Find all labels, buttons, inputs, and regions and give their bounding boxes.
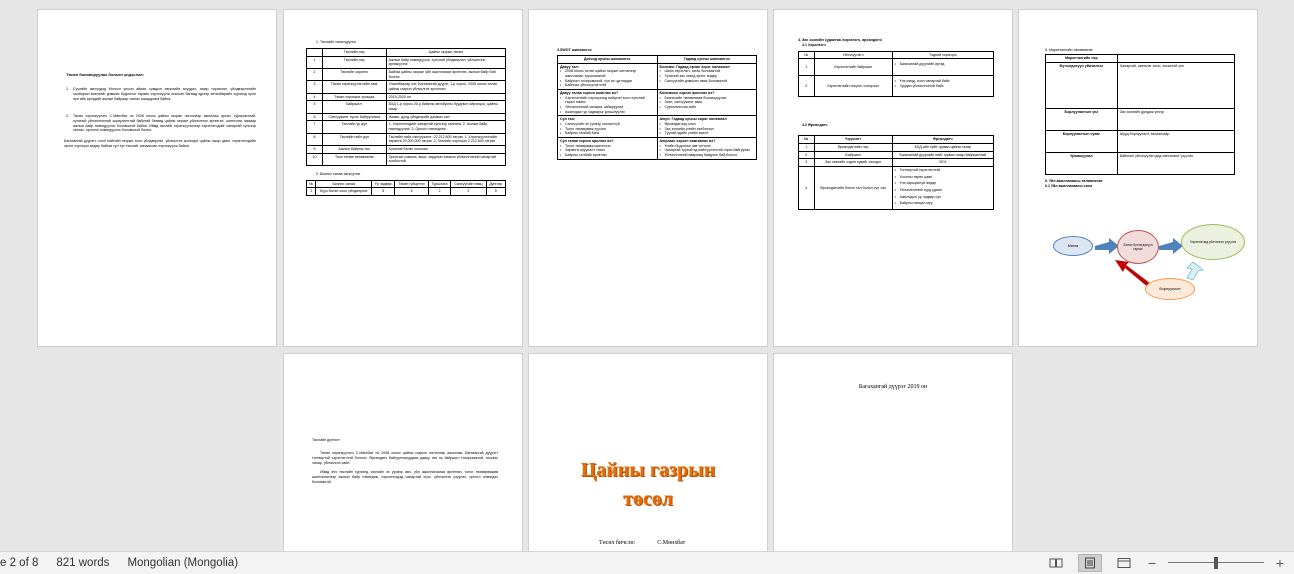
author-label: Төсөл бичсэн: (599, 540, 636, 546)
place-year: Багахангай дүүрэг 2019 он (858, 384, 928, 390)
customer-node: Хэрэглэгчид үйлчилгээ үзүүлэх (1181, 224, 1245, 260)
row-number: 2 (307, 68, 323, 80)
table-row (1046, 108, 1235, 130)
table-cell: 5 (372, 188, 395, 196)
list-item: • Үнэ хямд, хоол чанартай байх (895, 79, 991, 84)
author-name: С.Мөнхбат (657, 540, 686, 546)
table-cell: Бүуз бэлэн хоол үйлдвэрлэх (316, 188, 372, 196)
row-value (892, 59, 993, 76)
list-number: 2. (66, 113, 69, 118)
language-indicator[interactable]: Mongolian (Mongolia) (127, 557, 239, 569)
table-row (307, 133, 506, 145)
list-item: • Өрсөлдөгчид олон (660, 122, 755, 127)
column-header: Төсөл гүйцэтгэх (395, 180, 429, 188)
row-value: 20% (892, 159, 993, 167)
money-node: Мөнгө (1053, 236, 1093, 256)
list-item: • Байрны нөхцөл муу (895, 201, 991, 206)
bullet-list (560, 144, 655, 158)
row-value: 1. Хэрэглэгчдийг чанартай хүнсээр хангана. 2. Ажлын байр нэмэгдүүлнэ. 3. Орлого нэмэгдэнэ. (386, 121, 505, 133)
web-layout-button[interactable] (1112, 554, 1136, 572)
row-label: Ажлын байрны тоо (322, 145, 386, 153)
operations-title: 6. Үйл ажиллагааны төлөвлөгөө (1045, 178, 1103, 183)
read-mode-button[interactable] (1044, 554, 1068, 572)
list-item: • Үйлчилгээний өвөрмөц байдлыг бий болгох (660, 153, 755, 158)
page1-footer: Багахангай дүүрэгт олон нийтийн газрын хоол үйлдвэрлэл, үйлчилгээ эрхэлдэг цайны газар цөөн, хэрэглэгчдийн эрэлт хэрэгцээ өндөр байгаа тул тус төслийг санаачлан хэрэгжүүлж байна. (64, 139, 256, 149)
zoom-out-button[interactable]: − (1147, 555, 1157, 571)
column-header: Бизнес санаа (316, 180, 372, 188)
word-count[interactable]: 821 words (56, 557, 110, 569)
table-row (307, 113, 506, 121)
bullet-list (660, 122, 755, 136)
row-value: Шууд борлуулалт, захиалгаар (1117, 130, 1234, 152)
row-value: Улаанбаатар хот, Багахангай дүүрэг, 1-р хороо. 2008 оноос эхлэн цайны газрын үйлчилгээ эрхэлсэн. (386, 81, 505, 93)
row-number: 7 (307, 121, 323, 133)
list-item: • Хоолны төрөл цөөн (895, 175, 991, 180)
row-label: Төслийн нийт дүн (322, 133, 386, 145)
column-header: Үр чадвар (372, 180, 395, 188)
table-row (307, 93, 506, 101)
zoom-in-button[interactable]: + (1275, 555, 1285, 571)
marketing-title: 5. Маркетингийн төлөвлөгөө (1045, 48, 1093, 52)
column-header: Туршлага (428, 180, 450, 188)
list-item: • Зээл, санхүүжилт авах (660, 100, 755, 105)
business-idea-table (306, 180, 506, 196)
production-node: Бэлэн бүтээгдэхүүн гаргах (1117, 230, 1159, 264)
table-cell: 5 (395, 188, 429, 196)
subsection-title: 6.1 Үйл ажиллагааны схем (1045, 183, 1093, 188)
marketing-table (1045, 54, 1235, 175)
row-value (1117, 54, 1234, 62)
table-row (1046, 152, 1235, 174)
bullet-list (895, 168, 991, 206)
page-8[interactable] (774, 354, 1012, 551)
list-item: • Хүнсний зах зээлд эрэлт өндөр (660, 74, 755, 79)
list-item: • Зах зээлийн үнийн хэлбэлзэл (660, 127, 755, 132)
row-label: Өрсөлдөгчийн бэлэн тал болон сул тал (814, 166, 892, 209)
list-item: • Үйлчилгээний хурд удаан (895, 188, 991, 193)
list-item: • Ажилчдын ур чадвар сул (895, 195, 991, 200)
row-label: Өрсөлдөгчийн нэр (814, 143, 892, 151)
operations-cycle-diagram (1053, 224, 1253, 304)
page1-item-2: Төсөл хэрэгжүүлэгч С.Мөнхбат нь 2008 оноос цайны газрын чиглэлээр ажиллаж ирсэн, туршлагатай, хүнсний үйлчилгээний зориулалттай байртай бөгөөд цайны газрын үйлчилгээг өргөтгөх, шинэчлэх замаар ажлын байр нэмэгдүүлэх боломжтой байна. Иймд төслийг хэрэгжүүлснээр хэрэглэгчдийг чанартай хүнсээр хангах, орлогоо нэмэгдүүлэх боломжтой болно. (73, 113, 256, 133)
cover-title (529, 456, 767, 514)
page-5[interactable] (1019, 10, 1257, 346)
table-row (307, 153, 506, 165)
row-number: 2 (799, 151, 815, 159)
row-label: Урамшуулал (1046, 152, 1118, 174)
table-row (307, 101, 506, 113)
row-label: Төслийн нэр (322, 56, 386, 68)
list-item: • Хөрөнгө оруулалт татах (560, 148, 655, 153)
bullet-list (895, 62, 991, 67)
row-value: БХД-ийн нийт гурван цайны газар (892, 143, 993, 151)
row-value: Зах зээлийн дундаж үнээр (1117, 108, 1234, 130)
row-value: Жижиг, дунд үйлдвэрийг дэмжих сан (386, 113, 505, 121)
list-item: • Тоног төхөөрөмж шинэчлэх (560, 144, 655, 149)
list-item: • Санхүүгийн дэмжлэг авах боломжтой (660, 79, 755, 84)
cell-title: Давуу тал: (560, 64, 579, 69)
row-number: 5 (307, 101, 323, 113)
row-number: 4 (307, 93, 323, 101)
table-row (799, 159, 994, 167)
column-header: Тэдний хэрэгцээ (892, 51, 993, 59)
page1-item-1: Сүүлийн жилүүдэд Монгол улсын аймаг, сумдын хөгжлийн асуудал, газар тариалан, үйлдвэрлэлийн салбарын өсөлтийг дэмжих бодлогыг төрөөс хэрэгжүүлж эхэлсэн бөгөөд эдгээр хөтөлбөрийн хүрээнд орон нутгийн иргэдийг ажлын байраар хангах шаардлага байна. (73, 87, 256, 102)
list-item: • Хурдан үйлчилгээтэй байх (895, 84, 991, 89)
table-cell: 2 (451, 188, 486, 196)
list-item: • Сурталчилгаа хийх (660, 105, 755, 110)
list-item: • Шинэ хэрэглэгч татах боломжтой (660, 69, 755, 74)
table-row (307, 145, 506, 153)
section-title: 2. Бизнес санаа хөгжүүлэх (316, 171, 361, 176)
row-label: Тоон төлөв төлөвлөгөө (322, 153, 386, 165)
column-header: Гадаад орчны шинжилгээ (657, 55, 757, 63)
row-label: Байршил: (322, 101, 386, 113)
swot-table (557, 55, 757, 160)
row-label: Хэрэглэгчийн байршил (814, 59, 892, 76)
list-item: • Тоног төхөөрөмж хуучин (560, 127, 655, 132)
row-value: 2019-2020 он (386, 93, 505, 101)
column-header: Цайны газрын төсөл (386, 48, 505, 56)
row-label: Төслийн үр дүн (322, 121, 386, 133)
row-label: Төсөл хэрэгжих хугацаа (322, 93, 386, 101)
cover-title-line-1: Цайны газрын (580, 459, 716, 481)
list-item: • Байрлал тохиромжтой, хүн их цуглардаг (560, 79, 655, 84)
row-label: Борлуулалтын суваг (1046, 130, 1118, 152)
bullet-list (560, 96, 655, 115)
cover-title-line-2: төсөл (623, 488, 673, 510)
row-value: Төслийн нийт санхүүжилт: 22,212,600 төгрөг. 1. Хэрэгжүүлэгчийн хөрөнгө 20,000,000 төгрөг. 2. Зээлийн хэрэгцээ 2,212,600 төгрөг (386, 133, 505, 145)
arrow-back-icon (1115, 260, 1151, 288)
row-label: Борлуулалтын үнэ (1046, 108, 1118, 130)
table-row (799, 151, 994, 159)
bullet-list (660, 144, 755, 158)
column-header: Үйлчлүүлэгч (814, 51, 892, 59)
list-item: • Байрны талбайг өргөтгөх (560, 153, 655, 158)
row-number: 1 (799, 143, 815, 151)
list-number: 1. (66, 87, 69, 92)
row-number: 1 (307, 56, 323, 68)
page-2[interactable] (284, 10, 522, 346)
column-header: Санхүүгийн нөөц (451, 180, 486, 188)
page-icon (1084, 557, 1096, 569)
cell-title: Боломж: Гадаад орчин эерэг нөлөөлөл (659, 64, 730, 69)
table-cell: 2 (428, 188, 450, 196)
section-title: 1. Төслийн танилцуулга (316, 40, 356, 44)
author-line (599, 540, 685, 546)
arrow-down-icon (1187, 262, 1203, 280)
zoom-slider[interactable] (1168, 556, 1264, 570)
table-row (307, 68, 506, 80)
list-item: • Санхүүгийн эх үүсвэр хангалтгүй (560, 122, 655, 127)
customer-table (798, 51, 994, 98)
bullet-list (895, 79, 991, 88)
list-item: • Ажилчдын ур чадварыг дээшлүүлэх (560, 110, 655, 115)
bullet-list (560, 69, 655, 88)
page1-heading: Төсөл боловсруулах болсон үндэслэл: (66, 72, 145, 77)
row-number: 3 (799, 159, 815, 167)
conclusion-paragraph-1: Төсөл хэрэгжүүлэгч С.Мөнхбат нь 2008 оноос цайны газрын чиглэлээр ажиллаж, Багахангай дүүрэгт тогтвортой хэрэглэгчтэй болсон. Өрсөлдөгч байгууллагуудаас давуу тал нь байршил тохиромжтой, хоолны чанар, үйлчилгээ сайн. (312, 450, 498, 465)
subsection-title: 4.2 Өрсөлдөгч (802, 123, 828, 128)
cell-title: Давуу талаа хэрхэн ашиглах вэ? (560, 90, 619, 95)
table-row (307, 56, 506, 68)
conclusion-title: Төслийн дүгнэлт: (312, 438, 341, 442)
row-number: 4 (799, 166, 815, 209)
table-row (799, 76, 994, 97)
cell-title: Аюулаас хэрхэн хамгаалах вэ? (659, 138, 716, 143)
table-row (1046, 130, 1235, 152)
column-header: № (799, 51, 815, 59)
cell-title: Аюул: Гадаад орчны сөрөг нөлөөлөл (659, 117, 727, 122)
column-header: Өрсөлдөгч (892, 136, 993, 144)
row-value: Байнгын үйлчлүүлэгчдэд хөнгөлөлт үзүүлэх (1117, 152, 1234, 174)
market-research-title: 4. Зах зээлийн судалгаа /хэрэглэгч, өрсөлдөгч/ (798, 38, 882, 42)
column-header: № (307, 180, 316, 188)
zoom-slider-thumb[interactable] (1214, 557, 1218, 569)
list-item: • 2008 оноос эхлэн цайны газрын чиглэлээр ажилласан туршлагатай (560, 69, 655, 78)
column-header: Дүнгээр (486, 180, 505, 188)
list-item: • Тогтвортой хэрэглэгчтэй (895, 168, 991, 173)
row-value: Багахангай дүүргийн нийт гурван газар байршилтай (892, 151, 993, 159)
row-label: Төсөл хэрэгжүүлэгчийн хаяг (322, 81, 386, 93)
print-layout-button[interactable] (1078, 554, 1102, 572)
table-row (307, 81, 506, 93)
list-item: • Байрны талбай бага (560, 131, 655, 136)
row-number: 2 (799, 76, 815, 97)
row-value: Хүнсний бэлэн хоолчин (386, 145, 505, 153)
row-number: 3 (307, 81, 323, 93)
column-header: № (799, 136, 815, 144)
table-row (799, 143, 994, 151)
row-number: 10 (307, 153, 323, 165)
project-intro-table (306, 48, 506, 166)
row-value: БХД 1-р хороо 25-р байрны автобусны буудлын ойролцоо, цайны газар (386, 101, 505, 113)
row-value (892, 76, 993, 97)
row-value: Орлогын хэмжээ, ашиг, зардлын хэмжээ үйлчилгээний чанартай холбоотой. (386, 153, 505, 165)
cell-title: Сул талаа хэрхэн арилгах вэ? (560, 138, 614, 143)
list-item: • Үнэ харьцангуй өндөр (895, 181, 991, 186)
list-item: • Үйлчилгээний чанарыг сайжруулах (560, 105, 655, 110)
page-7[interactable] (529, 354, 767, 551)
competitor-table (798, 135, 994, 210)
row-label: Маркетингийн нэр (1046, 54, 1118, 62)
row-number: 8 (307, 133, 323, 145)
list-item: • Түүхий эдийн үнийн өсөлт (660, 131, 755, 136)
row-label: Хэрэглэгчийн онцлог, сонирхол (814, 76, 892, 97)
conclusion-paragraph-2: Иймд энэ төслийн хүрээнд зээлийн эх үүсвэр авч, үйл ажиллагаагаа өргөтгөн, тоног төхөөрөмжөө шинэчилснээр ажлын байр нэмэгдэж, хэрэглэгчдэд чанартай хүнс, үйлчилгээ үзүүлэх, орлого нэмэгдэх боломжтой. (312, 470, 498, 485)
page-indicator[interactable]: e 2 of 8 (0, 557, 39, 569)
list-item: • Багахангай дүүргийн иргэд (895, 62, 991, 67)
swot-title: 3.SWOT шинжилгээ (557, 48, 592, 52)
table-cell: 1 (307, 188, 316, 196)
row-value: Чанартай, шинэлэг хоол, зохистой үнэ (1117, 62, 1234, 108)
table-row (1046, 62, 1235, 108)
status-bar (0, 551, 1294, 574)
arrow-right-icon (1095, 238, 1119, 254)
arrow-right-icon (1159, 238, 1183, 254)
sales-node: борлуулалт (1145, 278, 1195, 300)
column-header: Дотоод орчны шинжилгээ (558, 55, 658, 63)
subsection-title: 4.1 Хэрэглэгч (802, 42, 826, 47)
web-layout-icon (1117, 557, 1131, 569)
list-item: • Үнийн бодлогыг зөв тогтоох (660, 144, 755, 149)
table-row (1046, 54, 1235, 62)
bullet-list (660, 96, 755, 110)
row-label: Бүтээгдэхүүн үйлчилгээ (1046, 62, 1118, 108)
list-item: • Бизнесийн төлөвлөгөө боловсруулах (660, 96, 755, 101)
page-4[interactable] (774, 10, 1012, 346)
page-6[interactable] (284, 354, 522, 551)
row-label: Зах зээлийн хэдэн хувийг эзэлдэг (814, 159, 892, 167)
table-row (799, 59, 994, 76)
list-item: • Хэрэглэгчийн хэрэгцээнд нийцсэн хоол хүнсний төрөл нэмэх (560, 96, 655, 105)
list-item: • Байнгын үйлчлүүлэгчтэй (560, 83, 655, 88)
table-cell: 5 (486, 188, 505, 196)
cell-title: Сул тал: (560, 117, 576, 122)
column-header: Төслийн нэр (322, 48, 386, 56)
column-header: Үзүүлэлт (814, 136, 892, 144)
row-number: 1 (799, 59, 815, 76)
row-label: Байршил (814, 151, 892, 159)
row-value: Байгаа цайны газрын үйл ажиллагааг өргөтгөн, ажлын байр бий болгох (386, 68, 505, 80)
bullet-list (560, 122, 655, 136)
row-value: Ажлын байр нэмэгдүүлж, хүнсний үйлдвэрлэл, үйлчилгээг өргөжүүлэх (386, 56, 505, 68)
bullet-list (660, 69, 755, 83)
row-number: 9 (307, 145, 323, 153)
cell-title: Боломжоо хэрхэн ашиглах вэ? (659, 90, 715, 95)
list-item: • Чанартай түүхий эд нийлүүлэгчтэй гэрээ байгуулах (660, 148, 755, 153)
page-3[interactable] (529, 10, 767, 346)
page-1[interactable] (38, 10, 276, 346)
row-label: Төслийн зорилго (322, 68, 386, 80)
row-number: 6 (307, 113, 323, 121)
row-label: Санхүүжилт хүсэх байгууллага (322, 113, 386, 121)
table-row (307, 121, 506, 133)
book-icon (1049, 557, 1063, 569)
